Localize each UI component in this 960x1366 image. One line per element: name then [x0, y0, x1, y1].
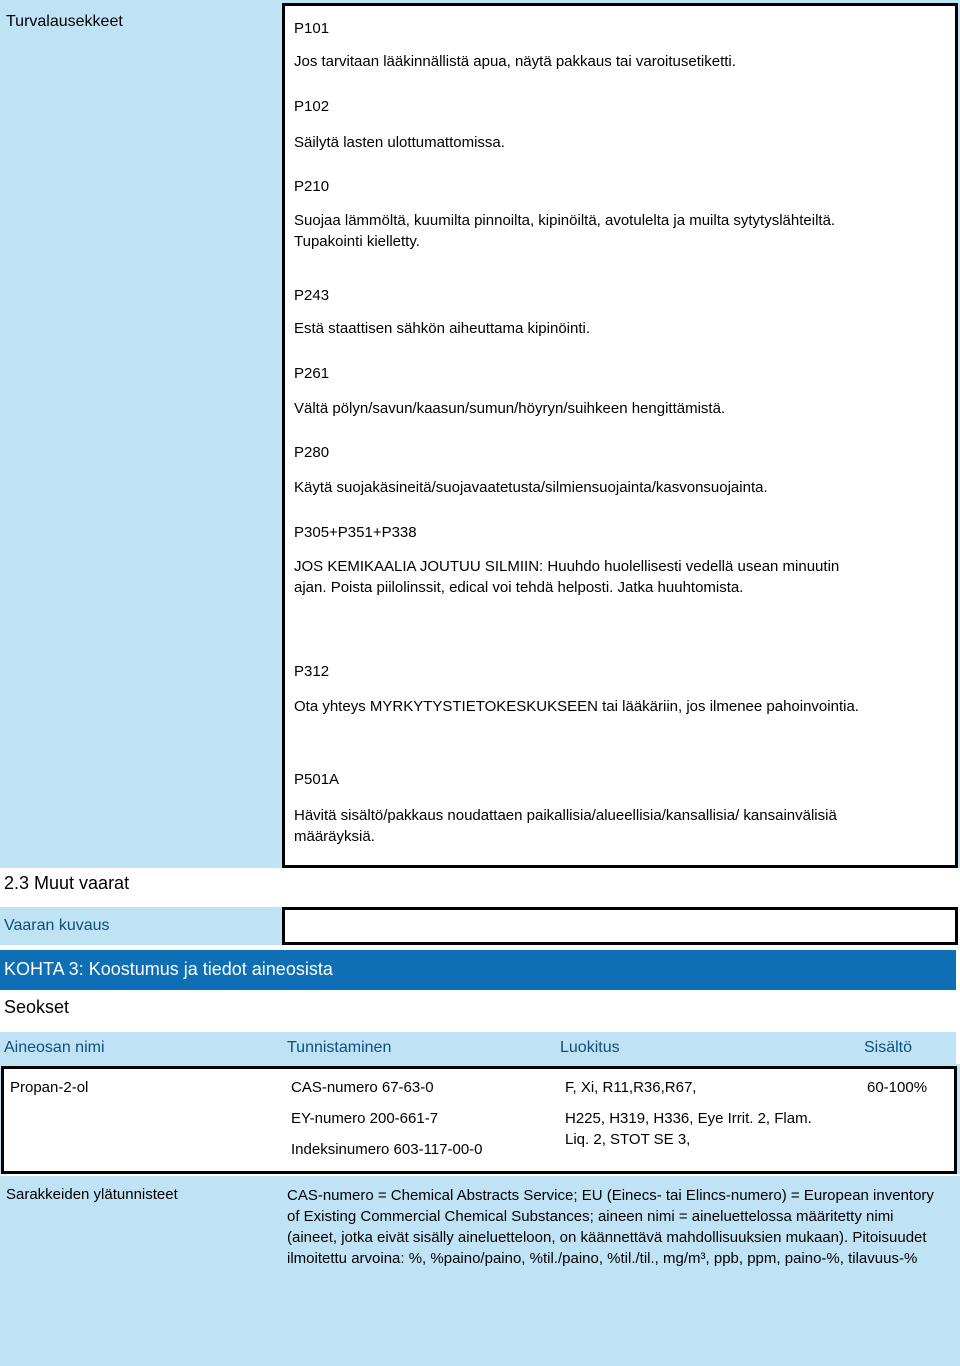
statement-code: P261 [294, 365, 330, 382]
statement-code: P501A [294, 771, 340, 788]
statement-text: Jos tarvitaan lääkinnällistä apua, näytä pakkaus tai varoitusetiketti. [294, 53, 736, 70]
column-header-name: Aineosan nimi [4, 1039, 105, 1056]
statement-code: P305+P351+P338 [294, 524, 417, 541]
section3-subtitle: Seokset [4, 997, 70, 1017]
hazard-description-label: Vaaran kuvaus [4, 917, 110, 934]
other-hazards-heading: 2.3 Muut vaarat [4, 873, 130, 893]
index-number: Indeksinumero 603-117-00-0 [291, 1141, 483, 1158]
classification-line-2: H225, H319, H336, Eye Irrit. 2, Flam. Liq. 2, STOT SE 3, [565, 1110, 812, 1148]
column-header-identification: Tunnistaminen [287, 1039, 392, 1056]
safety-label: Turvalausekkeet [6, 13, 123, 30]
statement-text: Estä staattisen sähkön aiheuttama kipinöinti. [294, 320, 591, 337]
safety-label-cell [0, 0, 282, 868]
table-header-row [0, 1032, 956, 1064]
hazard-description-value [282, 907, 958, 945]
headers-explanation-text: CAS-numero = Chemical Abstracts Service; EU (Einecs- tai Elincs-numero) = European inventory of Existing Commercial Chemical Substances; aineen nimi = aineluettelossa määritetty nimi (aineet, jotka eivät sisälly aineluetteloon, on käännettävä mahdollisuuksien mukaan). Pitoisuudet ilmoitettu arvoina: %, %paino/paino, %til./paino, %til./til., mg/m³, ppb, ppm, paino-%, tilavuus-% [287, 1187, 934, 1267]
statement-code: P210 [294, 178, 330, 195]
content-value: 60-100% [867, 1079, 928, 1096]
statement-text: Hävitä sisältö/pakkaus noudattaen paikallisia/alueellisia/kansallisia/ kansainvälisiä määräyksiä. [294, 807, 837, 845]
statement-text: Ota yhteys MYRKYTYSTIETOKESKUKSEEN tai lääkäriin, jos ilmenee pahoinvointia. [294, 698, 859, 715]
statement-code: P101 [294, 20, 330, 37]
statement-text: Säilytä lasten ulottumattomissa. [294, 134, 505, 151]
headers-explanation-label-cell [0, 1176, 282, 1366]
column-header-content: Sisältö [864, 1039, 913, 1056]
statement-text: Vältä pölyn/savun/kaasun/sumun/höyryn/suihkeen hengittämistä. [294, 400, 726, 417]
substance-name: Propan-2-ol [10, 1079, 89, 1096]
cas-number: CAS-numero 67-63-0 [291, 1079, 434, 1096]
headers-explanation-label: Sarakkeiden ylätunnisteet [6, 1186, 178, 1203]
statement-text: JOS KEMIKAALIA JOUTUU SILMIIN: Huuhdo huolellisesti vedellä usean minuutin ajan. Poista piilolinssit, edical voi tehdä helposti. Jatka huuhtomista. [294, 558, 840, 596]
statement-code: P243 [294, 287, 330, 304]
statement-text: Käytä suojakäsineitä/suojavaatetusta/silmiensuojainta/kasvonsuojainta. [294, 479, 768, 496]
statement-text: Suojaa lämmöltä, kuumilta pinnoilta, kipinöiltä, avotulelta ja muilta sytytyslähteiltä. Tupakointi kielletty. [294, 212, 836, 250]
section3-title: KOHTA 3: Koostumus ja tiedot aineosista [4, 959, 333, 979]
ec-number: EY-numero 200-661-7 [291, 1110, 439, 1127]
statement-code: P312 [294, 663, 330, 680]
statement-code: P102 [294, 98, 330, 115]
column-header-classification: Luokitus [560, 1039, 620, 1056]
statement-code: P280 [294, 444, 330, 461]
classification-line-1: F, Xi, R11,R36,R67, [565, 1079, 697, 1096]
